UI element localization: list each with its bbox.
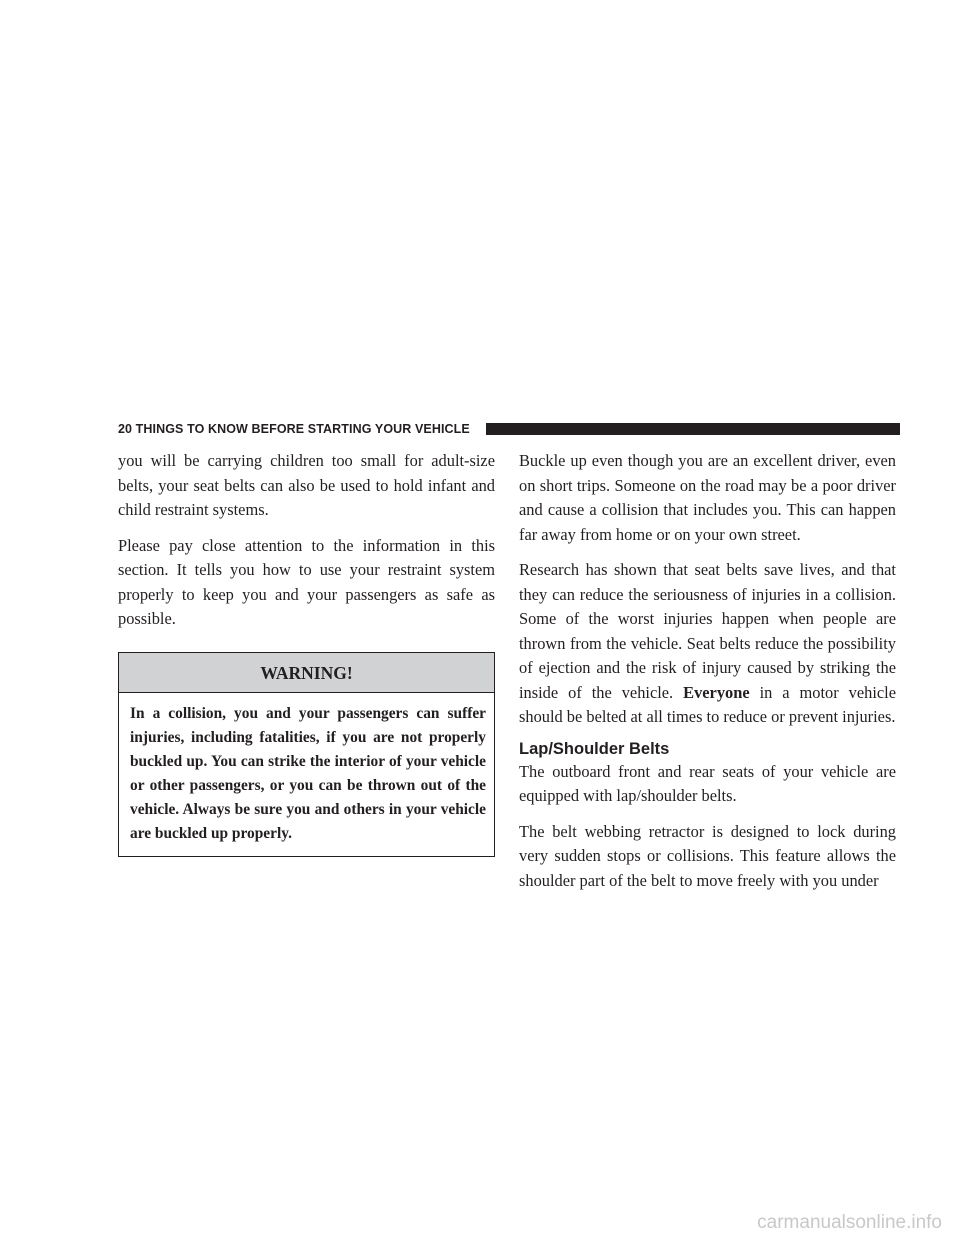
emphasis-everyone: Everyone bbox=[683, 682, 750, 702]
page-header-title: 20 THINGS TO KNOW BEFORE STARTING YOUR VEHICLE bbox=[118, 422, 470, 436]
paragraph-research-start: Research has shown that seat belts save lives, and that they can reduce the seriousness of injuries in a collision. Some of the worst injuries happen when people are thrown from the vehicle. Seat belts reduce the possibility of ejection and the risk of injury caused by striking the inside of the vehicle. bbox=[519, 560, 896, 702]
paragraph-attention: Please pay close attention to the information in this section. It tells you how to use your restraint system properly to keep you and your passengers as safe as possible. bbox=[118, 535, 495, 628]
paragraph-retractor: The belt webbing retractor is designed to lock during very sudden stops or collisions. This feature allows the shoulder part of the belt to move freely with you under bbox=[519, 821, 896, 890]
warning-title: WARNING! bbox=[119, 653, 494, 693]
warning-box bbox=[118, 652, 495, 857]
paragraph-research-end: in a motor vehicle should be belted at all times to reduce or prevent injuries. bbox=[519, 682, 896, 726]
paragraph-outboard-seats: The outboard front and rear seats of your vehicle are equipped with lap/shoulder belts. bbox=[519, 761, 896, 805]
paragraph-buckle-up: Buckle up even though you are an excellent driver, even on short trips. Someone on the road may be a poor driver and cause a collision that includes you. This can happen far away from home or on your own street. bbox=[519, 451, 896, 544]
header-rule-bar bbox=[486, 423, 900, 435]
section-heading-lap-shoulder-belts: Lap/Shoulder Belts bbox=[519, 739, 670, 758]
page-header bbox=[118, 419, 900, 439]
watermark: carmanualsonline.info bbox=[757, 1212, 942, 1233]
right-column bbox=[519, 449, 896, 904]
warning-text: In a collision, you and your passengers can suffer injuries, including fatalities, if you are not properly buckled up. You can strike the interior of your vehicle or other passengers, or you can be thrown out of the vehicle. Always be sure you and others in your vehicle are buckled up properly. bbox=[130, 704, 486, 842]
left-column bbox=[118, 449, 495, 857]
paragraph-research bbox=[519, 558, 896, 730]
paragraph-continuation: you will be carrying children too small for adult-size belts, your seat belts can also be used to hold infant and child restraint systems. bbox=[118, 451, 495, 519]
